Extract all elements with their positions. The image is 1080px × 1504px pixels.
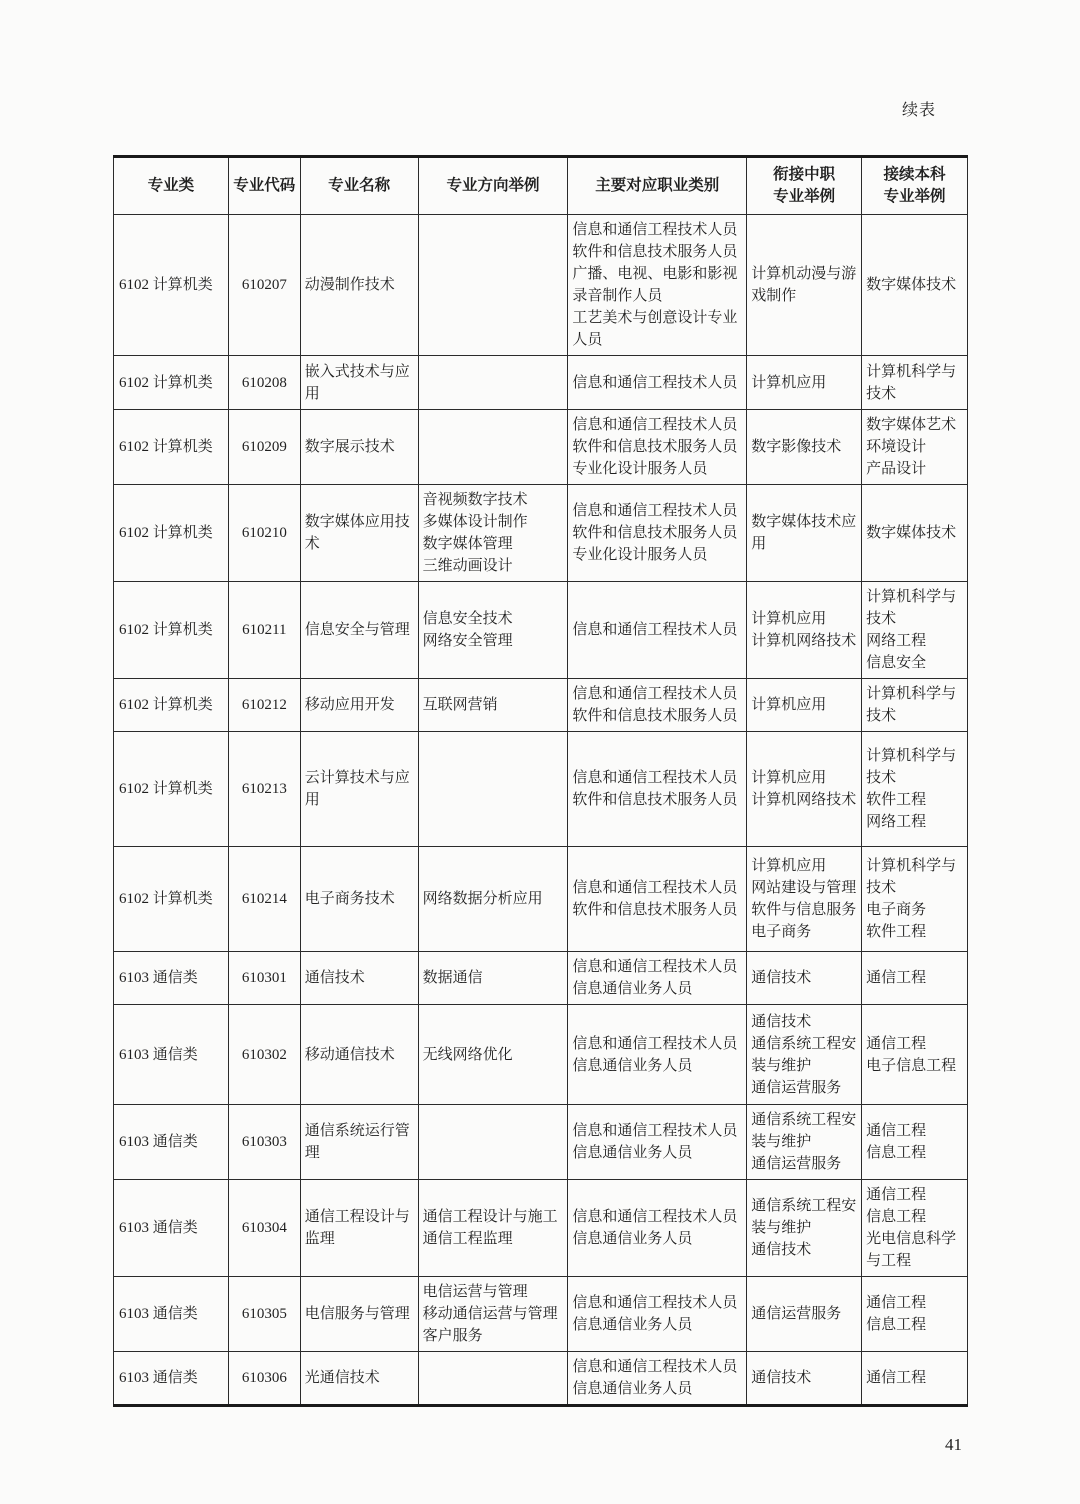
cell-directions	[418, 356, 568, 410]
cell-name	[300, 485, 418, 582]
cell-line: 计算机科学与技术	[866, 858, 957, 896]
table-row	[114, 732, 968, 847]
cell-line: 数字媒体艺术	[866, 417, 957, 433]
table-row	[114, 679, 968, 732]
cell-directions	[418, 1277, 568, 1352]
cell-line: 广播、电视、电影和影视录音制作人员	[572, 266, 738, 304]
cell-name	[300, 1277, 418, 1352]
cell-line: 移动通信技术	[304, 1046, 395, 1063]
cell-line: 工艺美术与创意设计专业人员	[572, 310, 738, 348]
cell-line: 专业化设计服务人员	[572, 547, 708, 563]
cell-code: 610213	[228, 732, 300, 847]
table-row	[114, 847, 968, 952]
cell-line: 软件和信息技术服务人员	[572, 244, 738, 260]
cell-line: 移动应用开发	[304, 697, 395, 713]
cell-line: 通信技术	[751, 970, 812, 986]
cell-line: 信息工程	[866, 1145, 927, 1161]
cell-line: 计算机网络技术	[751, 792, 857, 808]
cell-line: 信息和通信工程技术人员	[572, 374, 738, 391]
cell-line: 多媒体设计制作	[422, 514, 528, 530]
cell-line: 通信工程	[866, 970, 927, 986]
cell-name	[300, 356, 418, 410]
cell-occupations	[568, 215, 747, 356]
table-row	[114, 215, 968, 356]
cell-line: 专业代码	[233, 177, 296, 194]
cell-line: 通信系统工程安装与维护	[751, 1112, 857, 1150]
cell-code: 610214	[228, 847, 300, 952]
cell-code: 610211	[228, 582, 300, 679]
cell-code: 610304	[228, 1180, 300, 1277]
table-row	[114, 356, 968, 410]
cell-name	[300, 732, 418, 847]
cell-line: 电子商务	[751, 924, 812, 940]
cell-line: 信息通信业务人员	[572, 981, 693, 997]
cell-line: 计算机应用	[751, 770, 827, 786]
cell-line: 通信工程	[866, 1370, 927, 1386]
cell-line: 计算机动漫与游戏制作	[751, 266, 857, 304]
table-row	[114, 485, 968, 582]
cell-line: 通信技术	[304, 970, 365, 986]
cell-line: 信息安全与管理	[304, 622, 410, 638]
cell-line: 通信技术	[751, 1013, 812, 1030]
cell-occupations	[568, 1352, 747, 1406]
cell-line: 通信运营服务	[751, 1306, 842, 1322]
cell-name	[300, 1352, 418, 1406]
cell-line: 接续本科	[883, 166, 946, 183]
cell-secondary-vocational	[747, 1352, 862, 1406]
cell-line: 通信工程设计与监理	[304, 1209, 410, 1247]
cell-line: 软件和信息技术服务人员	[572, 792, 738, 808]
cell-undergraduate	[862, 1277, 968, 1352]
cell-undergraduate	[862, 410, 968, 485]
table-row	[114, 582, 968, 679]
cell-directions	[418, 952, 568, 1005]
cell-line: 信息通信业务人员	[572, 1145, 693, 1161]
cell-line: 数字媒体管理	[422, 536, 513, 552]
cell-line: 通信系统工程安装与维护	[751, 1198, 857, 1236]
cell-name	[300, 679, 418, 732]
cell-line: 信息通信业务人员	[572, 1057, 693, 1074]
cell-undergraduate	[862, 1005, 968, 1105]
cell-name	[300, 410, 418, 485]
cell-category: 6103 通信类	[114, 1180, 229, 1277]
cell-secondary-vocational	[747, 847, 862, 952]
cell-directions	[418, 1180, 568, 1277]
cell-code: 610207	[228, 215, 300, 356]
cell-category: 6102 计算机类	[114, 679, 229, 732]
cell-occupations	[568, 1180, 747, 1277]
cell-line: 软件与信息服务	[751, 902, 857, 918]
cell-category: 6103 通信类	[114, 1352, 229, 1406]
cell-undergraduate	[862, 952, 968, 1005]
cell-name	[300, 1180, 418, 1277]
cell-undergraduate	[862, 1180, 968, 1277]
cell-occupations	[568, 582, 747, 679]
cell-line: 信息和通信工程技术人员	[572, 1295, 738, 1311]
cell-line: 信息安全技术	[422, 611, 513, 627]
table-row	[114, 1352, 968, 1406]
cell-directions	[418, 847, 568, 952]
cell-line: 数字展示技术	[304, 439, 395, 455]
column-header	[114, 157, 229, 215]
cell-line: 信息通信业务人员	[572, 1381, 693, 1397]
cell-category: 6102 计算机类	[114, 215, 229, 356]
cell-directions	[418, 582, 568, 679]
cell-line: 计算机科学与技术	[866, 589, 957, 627]
document-page	[113, 0, 968, 1455]
cell-line: 三维动画设计	[422, 558, 513, 574]
cell-undergraduate	[862, 582, 968, 679]
cell-secondary-vocational	[747, 1005, 862, 1105]
cell-category: 6103 通信类	[114, 1005, 229, 1105]
cell-line: 信息和通信工程技术人员	[572, 686, 738, 702]
cell-line: 专业举例	[773, 188, 836, 205]
cell-line: 嵌入式技术与应用	[304, 363, 410, 402]
cell-occupations	[568, 952, 747, 1005]
cell-occupations	[568, 1005, 747, 1105]
cell-line: 专业类	[147, 177, 195, 194]
cell-secondary-vocational	[747, 1277, 862, 1352]
cell-line: 信息和通信工程技术人员	[572, 1035, 738, 1052]
cell-undergraduate	[862, 847, 968, 952]
cell-line: 通信系统运行管理	[304, 1123, 410, 1161]
cell-directions	[418, 1352, 568, 1406]
cell-category: 6102 计算机类	[114, 847, 229, 952]
cell-line: 信息安全	[866, 655, 927, 671]
cell-line: 计算机应用	[751, 697, 827, 713]
cell-line: 电子商务技术	[304, 891, 395, 907]
cell-undergraduate	[862, 356, 968, 410]
column-header	[862, 157, 968, 215]
cell-undergraduate	[862, 215, 968, 356]
table-header	[114, 157, 968, 215]
cell-line: 信息和通信工程技术人员	[572, 1123, 738, 1139]
cell-line: 客户服务	[422, 1328, 483, 1344]
cell-line: 衔接中职	[773, 166, 836, 183]
cell-secondary-vocational	[747, 952, 862, 1005]
cell-code: 610208	[228, 356, 300, 410]
cell-category: 6102 计算机类	[114, 356, 229, 410]
cell-code: 610303	[228, 1105, 300, 1180]
table-row	[114, 1180, 968, 1277]
cell-line: 信息和通信工程技术人员	[572, 770, 738, 786]
cell-line: 无线网络优化	[422, 1046, 513, 1063]
cell-undergraduate	[862, 485, 968, 582]
cell-line: 移动通信运营与管理	[422, 1306, 558, 1322]
page-number: 41	[945, 1435, 962, 1454]
column-header	[228, 157, 300, 215]
cell-secondary-vocational	[747, 1105, 862, 1180]
cell-line: 信息工程	[866, 1209, 927, 1225]
column-header	[300, 157, 418, 215]
table-row	[114, 1005, 968, 1105]
cell-directions	[418, 732, 568, 847]
cell-line: 软件工程	[866, 792, 927, 808]
cell-line: 计算机应用	[751, 858, 827, 874]
cell-occupations	[568, 410, 747, 485]
cell-name	[300, 1005, 418, 1105]
column-header	[568, 157, 747, 215]
cell-directions	[418, 485, 568, 582]
cell-line: 计算机科学与技术	[866, 363, 957, 402]
cell-line: 数字媒体应用技术	[304, 514, 410, 552]
cell-secondary-vocational	[747, 732, 862, 847]
cell-line: 数字媒体技术	[866, 277, 957, 293]
cell-undergraduate	[862, 679, 968, 732]
cell-secondary-vocational	[747, 215, 862, 356]
cell-code: 610306	[228, 1352, 300, 1406]
cell-name	[300, 952, 418, 1005]
cell-line: 软件和信息技术服务人员	[572, 439, 738, 455]
cell-line: 信息和通信工程技术人员	[572, 1359, 738, 1375]
cell-category: 6102 计算机类	[114, 410, 229, 485]
column-header	[747, 157, 862, 215]
cell-directions	[418, 679, 568, 732]
table-row	[114, 1105, 968, 1180]
header-row	[114, 157, 968, 215]
cell-line: 专业化设计服务人员	[572, 461, 708, 477]
cell-line: 专业举例	[883, 188, 946, 205]
cell-line: 网站建设与管理	[751, 880, 857, 896]
cell-code: 610209	[228, 410, 300, 485]
cell-line: 互联网营销	[422, 697, 498, 713]
cell-line: 通信工程	[866, 1123, 927, 1139]
majors-catalog-table	[113, 155, 968, 1407]
cell-occupations	[568, 679, 747, 732]
cell-line: 信息和通信工程技术人员	[572, 959, 738, 975]
cell-line: 专业方向举例	[446, 177, 540, 194]
cell-line: 网络安全管理	[422, 633, 513, 649]
cell-line: 数字影像技术	[751, 439, 842, 455]
cell-line: 信息和通信工程技术人员	[572, 880, 738, 896]
cell-code: 610302	[228, 1005, 300, 1105]
cell-category: 6102 计算机类	[114, 582, 229, 679]
cell-line: 计算机科学与技术	[866, 686, 957, 724]
cell-line: 主要对应职业类别	[595, 177, 720, 194]
cell-category: 6102 计算机类	[114, 732, 229, 847]
column-header	[418, 157, 568, 215]
cell-occupations	[568, 1105, 747, 1180]
cell-line: 通信工程监理	[422, 1231, 513, 1247]
cell-line: 通信工程	[866, 1295, 927, 1311]
cell-directions	[418, 1005, 568, 1105]
cell-code: 610301	[228, 952, 300, 1005]
cell-name	[300, 847, 418, 952]
cell-directions	[418, 1105, 568, 1180]
cell-line: 动漫制作技术	[304, 277, 395, 293]
cell-undergraduate	[862, 732, 968, 847]
cell-category: 6103 通信类	[114, 952, 229, 1005]
cell-line: 信息通信业务人员	[572, 1231, 693, 1247]
cell-line: 通信技术	[751, 1242, 812, 1258]
cell-line: 光电信息科学与工程	[866, 1231, 957, 1269]
cell-line: 计算机网络技术	[751, 633, 857, 649]
cell-line: 电信服务与管理	[304, 1306, 410, 1322]
cell-occupations	[568, 485, 747, 582]
cell-line: 通信工程	[866, 1035, 927, 1052]
cell-secondary-vocational	[747, 356, 862, 410]
cell-line: 通信运营服务	[751, 1156, 842, 1172]
cell-occupations	[568, 1277, 747, 1352]
table-row	[114, 1277, 968, 1352]
cell-line: 电信运营与管理	[422, 1284, 528, 1300]
cell-undergraduate	[862, 1352, 968, 1406]
cell-secondary-vocational	[747, 485, 862, 582]
cell-line: 通信系统工程安装与维护	[751, 1035, 857, 1074]
cell-line: 电子商务	[866, 902, 927, 918]
cell-line: 网络工程	[866, 633, 927, 649]
cell-line: 数字媒体技术	[866, 525, 957, 541]
cell-line: 软件和信息技术服务人员	[572, 525, 738, 541]
cell-category: 6103 通信类	[114, 1105, 229, 1180]
cell-category: 6103 通信类	[114, 1277, 229, 1352]
cell-name	[300, 1105, 418, 1180]
cell-occupations	[568, 732, 747, 847]
cell-name	[300, 215, 418, 356]
cell-directions	[418, 410, 568, 485]
table-body	[114, 215, 968, 1406]
cell-line: 产品设计	[866, 461, 927, 477]
cell-line: 计算机科学与技术	[866, 748, 957, 786]
cell-line: 通信运营服务	[751, 1079, 842, 1096]
cell-line: 软件工程	[866, 924, 927, 940]
cell-code: 610212	[228, 679, 300, 732]
cell-occupations	[568, 356, 747, 410]
cell-category: 6102 计算机类	[114, 485, 229, 582]
cell-line: 软件和信息技术服务人员	[572, 902, 738, 918]
cell-line: 信息和通信工程技术人员	[572, 222, 738, 238]
cell-secondary-vocational	[747, 582, 862, 679]
cell-code: 610210	[228, 485, 300, 582]
cell-line: 计算机应用	[751, 374, 827, 391]
cell-line: 计算机应用	[751, 611, 827, 627]
table-row	[114, 410, 968, 485]
cell-line: 专业名称	[328, 177, 391, 194]
cell-line: 信息通信业务人员	[572, 1317, 693, 1333]
cell-line: 软件和信息技术服务人员	[572, 708, 738, 724]
cell-line: 网络工程	[866, 814, 927, 830]
cell-line: 光通信技术	[304, 1370, 380, 1386]
cell-name	[300, 582, 418, 679]
cell-line: 信息和通信工程技术人员	[572, 1209, 738, 1225]
cell-line: 云计算技术与应用	[304, 770, 410, 808]
cell-line: 通信技术	[751, 1370, 812, 1386]
cell-line: 信息和通信工程技术人员	[572, 417, 738, 433]
cell-line: 环境设计	[866, 439, 927, 455]
cell-line: 音视频数字技术	[422, 492, 528, 508]
cell-line: 通信工程	[866, 1187, 927, 1203]
cell-line: 数字媒体技术应用	[751, 514, 857, 552]
cell-undergraduate	[862, 1105, 968, 1180]
cell-line: 信息和通信工程技术人员	[572, 622, 738, 638]
cell-directions	[418, 215, 568, 356]
cell-secondary-vocational	[747, 1180, 862, 1277]
cell-line: 信息和通信工程技术人员	[572, 503, 738, 519]
cell-secondary-vocational	[747, 679, 862, 732]
cell-line: 通信工程设计与施工	[422, 1209, 558, 1225]
cell-occupations	[568, 847, 747, 952]
cell-secondary-vocational	[747, 410, 862, 485]
continued-table-label: 续表	[901, 102, 936, 119]
cell-line: 电子信息工程	[866, 1057, 957, 1074]
cell-line: 网络数据分析应用	[422, 891, 543, 907]
table-row	[114, 952, 968, 1005]
cell-code: 610305	[228, 1277, 300, 1352]
cell-line: 信息工程	[866, 1317, 927, 1333]
cell-line: 数据通信	[422, 970, 483, 986]
